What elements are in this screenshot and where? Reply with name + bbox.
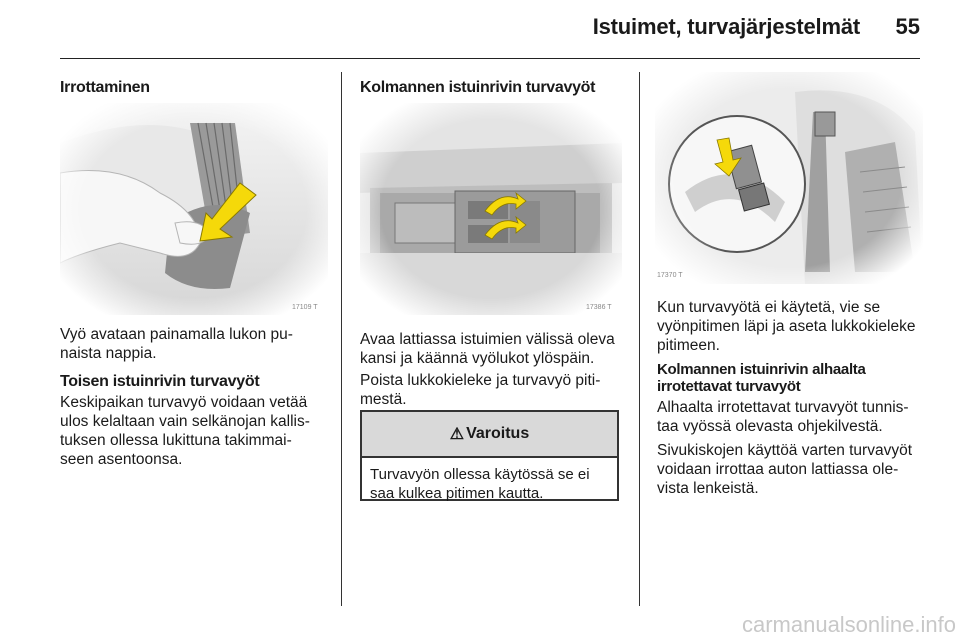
text-line: Alhaalta irrotettavat turvavyöt tunnis- bbox=[657, 399, 909, 416]
header-divider bbox=[60, 58, 920, 59]
text-line: Keskipaikan turvavyö voidaan vetää bbox=[60, 394, 308, 411]
text-line: irrotettavat turvavyöt bbox=[657, 378, 801, 395]
text-line: pitimeen. bbox=[657, 337, 720, 354]
text-line: mestä. bbox=[360, 391, 407, 408]
text-line: voidaan irrottaa auton lattiassa ole- bbox=[657, 461, 899, 478]
text-line: Poista lukkokieleke ja turvavyö piti- bbox=[360, 372, 601, 389]
figure-code: 17370 T bbox=[657, 272, 683, 279]
paragraph-side-rails bbox=[657, 441, 912, 498]
text-line: Vyö avataan painamalla lukon pu- bbox=[60, 326, 293, 343]
section-heading-unfastening: Irrottaminen bbox=[60, 79, 150, 96]
column-divider-1 bbox=[341, 72, 342, 606]
warning-title: Varoitus bbox=[466, 425, 530, 442]
subheading-second-row-belts: Toisen istuinrivin turvavyöt bbox=[60, 373, 260, 390]
text-line: ulos kelaltaan vain selkänojan kallis- bbox=[60, 413, 310, 430]
text-line: Sivukiskojen käyttöä varten turvavyöt bbox=[657, 442, 913, 459]
text-line: Kolmannen istuinrivin alhaalta bbox=[657, 361, 866, 378]
text-line: Avaa lattiassa istuimien välissä oleva bbox=[360, 331, 615, 348]
warning-box bbox=[360, 410, 619, 501]
paragraph-detachable-identify bbox=[657, 398, 909, 436]
section-heading-third-row-belts: Kolmannen istuinrivin turvavyöt bbox=[360, 79, 596, 96]
watermark: carmanualsonline.info bbox=[741, 612, 956, 637]
paragraph-open-cover bbox=[360, 330, 615, 368]
paragraph-second-row bbox=[60, 393, 310, 469]
page-number: 55 bbox=[895, 14, 920, 39]
text-line: seen asentoonsa. bbox=[60, 451, 183, 468]
figure-code: 17109 T bbox=[292, 304, 318, 311]
page-header-title: Istuimet, turvajärjestelmät bbox=[592, 14, 860, 39]
subheading-detachable-belts bbox=[657, 361, 866, 395]
paragraph-release-instruction bbox=[60, 325, 293, 363]
text-line: tuksen ollessa lukittuna takimmai- bbox=[60, 432, 292, 449]
figure-floor-buckles bbox=[360, 103, 622, 315]
column-divider-2 bbox=[639, 72, 640, 606]
text-line: Turvavyön ollessa käytössä se ei bbox=[370, 466, 590, 483]
figure-code: 17386 T bbox=[586, 304, 612, 311]
text-line: taa vyössä olevasta ohjekilvestä. bbox=[657, 418, 883, 435]
text-line: vyönpitimen läpi ja aseta lukkokieleke bbox=[657, 318, 916, 335]
text-line: Kun turvavyötä ei käytetä, vie se bbox=[657, 299, 881, 316]
paragraph-belt-holder bbox=[657, 298, 915, 355]
warning-icon: ⚠ bbox=[449, 426, 465, 443]
text-line: saa kulkea pitimen kautta. bbox=[370, 485, 544, 502]
text-line: vista lenkeistä. bbox=[657, 480, 759, 497]
text-line: naista nappia. bbox=[60, 345, 157, 362]
warning-header bbox=[362, 412, 617, 458]
text-line: kansi ja käännä vyölukot ylöspäin. bbox=[360, 350, 595, 367]
paragraph-remove-tongue bbox=[360, 371, 600, 409]
figure-belt-holder bbox=[655, 72, 923, 284]
figure-buckle-release bbox=[60, 103, 328, 315]
warning-text bbox=[362, 458, 617, 503]
